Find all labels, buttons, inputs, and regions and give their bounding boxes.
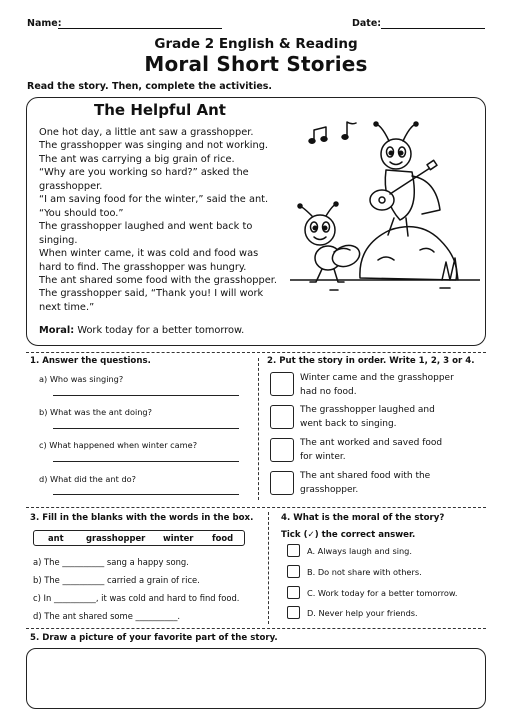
answer-line[interactable] <box>53 428 239 429</box>
order-item-line: went back to singing. <box>300 419 397 429</box>
section4-subheading: Tick (✓) the correct answer. <box>281 530 416 540</box>
order-item-line: The ant worked and saved food <box>300 438 443 448</box>
date-field[interactable] <box>381 19 485 29</box>
grasshopper-with-guitar <box>370 122 440 236</box>
answer-checkbox[interactable] <box>287 586 300 599</box>
story-line: “You should too.” <box>39 207 124 219</box>
section2-heading: 2. Put the story in order. Write 1, 2, 3 or 4. <box>267 356 475 366</box>
question: d) What did the ant do? <box>39 474 136 484</box>
order-item <box>300 469 470 497</box>
answer-option: D. Never help your friends. <box>307 608 418 618</box>
fill-blank-sentence[interactable]: c) In __________, it was cold and hard to find food. <box>33 593 240 603</box>
question: b) What was the ant doing? <box>39 407 152 417</box>
answer-checkbox[interactable] <box>287 565 300 578</box>
answer-checkbox[interactable] <box>287 606 300 619</box>
story-line: The ant was carrying a big grain of rice. <box>39 153 235 165</box>
order-number-box[interactable] <box>270 471 294 495</box>
ant-carrying-rice <box>298 202 363 282</box>
story-moral <box>39 325 244 336</box>
story-line: next time.” <box>39 301 95 313</box>
music-notes-icon <box>309 122 356 143</box>
worksheet-subtitle: Grade 2 English & Reading <box>154 36 358 52</box>
story-line: grasshopper. <box>39 180 103 192</box>
story-illustration <box>290 110 480 305</box>
name-field[interactable] <box>58 19 222 29</box>
order-item-line: for winter. <box>300 452 346 462</box>
divider <box>26 628 486 629</box>
story-text <box>39 126 289 314</box>
answer-option: B. Do not share with others. <box>307 567 422 577</box>
order-item-line: had no food. <box>300 387 357 397</box>
story-line: “Why are you working so hard?” asked the <box>39 167 249 179</box>
section4-heading: 4. What is the moral of the story? <box>281 513 445 523</box>
answer-line[interactable] <box>53 461 239 462</box>
question: a) Who was singing? <box>39 374 124 384</box>
story-line: The grasshopper said, “Thank you! I will work <box>39 288 264 300</box>
word-bank-item: grasshopper <box>86 533 146 543</box>
order-item-line: Winter came and the grasshopper <box>300 373 454 383</box>
order-item-line: grasshopper. <box>300 485 359 495</box>
story-line: hard to find. The grasshopper was hungry. <box>39 261 247 273</box>
answer-line[interactable] <box>53 395 239 396</box>
word-bank-item: food <box>212 533 234 543</box>
order-item-line: The ant shared food with the <box>300 471 431 481</box>
answer-line[interactable] <box>53 494 239 495</box>
divider <box>26 507 486 508</box>
story-line: The grasshopper was singing and not working. <box>39 140 269 152</box>
moral-text: Work today for a better tomorrow. <box>77 325 245 336</box>
story-line: The grasshopper laughed and went back to <box>39 221 253 233</box>
section1-heading: 1. Answer the questions. <box>30 356 151 366</box>
order-item <box>300 403 470 431</box>
order-number-box[interactable] <box>270 438 294 462</box>
story-line: “I am saving food for the winter,” said the ant. <box>39 194 269 206</box>
story-title: The Helpful Ant <box>94 101 226 119</box>
answer-option: C. Work today for a better tomorrow. <box>307 588 458 598</box>
order-number-box[interactable] <box>270 405 294 429</box>
order-item <box>300 371 470 399</box>
order-number-box[interactable] <box>270 372 294 396</box>
fill-blank-sentence[interactable]: b) The __________ carried a grain of rice. <box>33 575 200 585</box>
fill-blank-sentence[interactable]: a) The __________ sang a happy song. <box>33 557 189 567</box>
section3-heading: 3. Fill in the blanks with the words in the box. <box>30 513 254 523</box>
story-line: singing. <box>39 234 78 246</box>
answer-option: A. Always laugh and sing. <box>307 546 412 556</box>
order-item-line: The grasshopper laughed and <box>300 405 435 415</box>
divider <box>268 512 269 624</box>
drawing-area[interactable] <box>26 648 486 709</box>
answer-checkbox[interactable] <box>287 544 300 557</box>
story-line: When winter came, it was cold and food was <box>39 248 259 260</box>
order-item <box>300 436 470 464</box>
fill-blank-sentence[interactable]: d) The ant shared some __________. <box>33 611 181 621</box>
word-bank-item: winter <box>163 533 194 543</box>
divider <box>26 352 486 353</box>
question: c) What happened when winter came? <box>39 440 198 450</box>
moral-label: Moral: <box>39 325 75 336</box>
section5-heading: 5. Draw a picture of your favorite part of the story. <box>30 633 278 643</box>
divider <box>258 358 259 500</box>
date-label: Date: <box>352 18 382 29</box>
story-line: The ant shared some food with the grasshopper. <box>39 274 278 286</box>
worksheet-title: Moral Short Stories <box>144 52 368 76</box>
instruction: Read the story. Then, complete the activities. <box>27 81 273 92</box>
name-label: Name: <box>27 18 62 29</box>
word-bank-item: ant <box>48 533 64 543</box>
story-line: One hot day, a little ant saw a grasshopper. <box>39 127 254 138</box>
